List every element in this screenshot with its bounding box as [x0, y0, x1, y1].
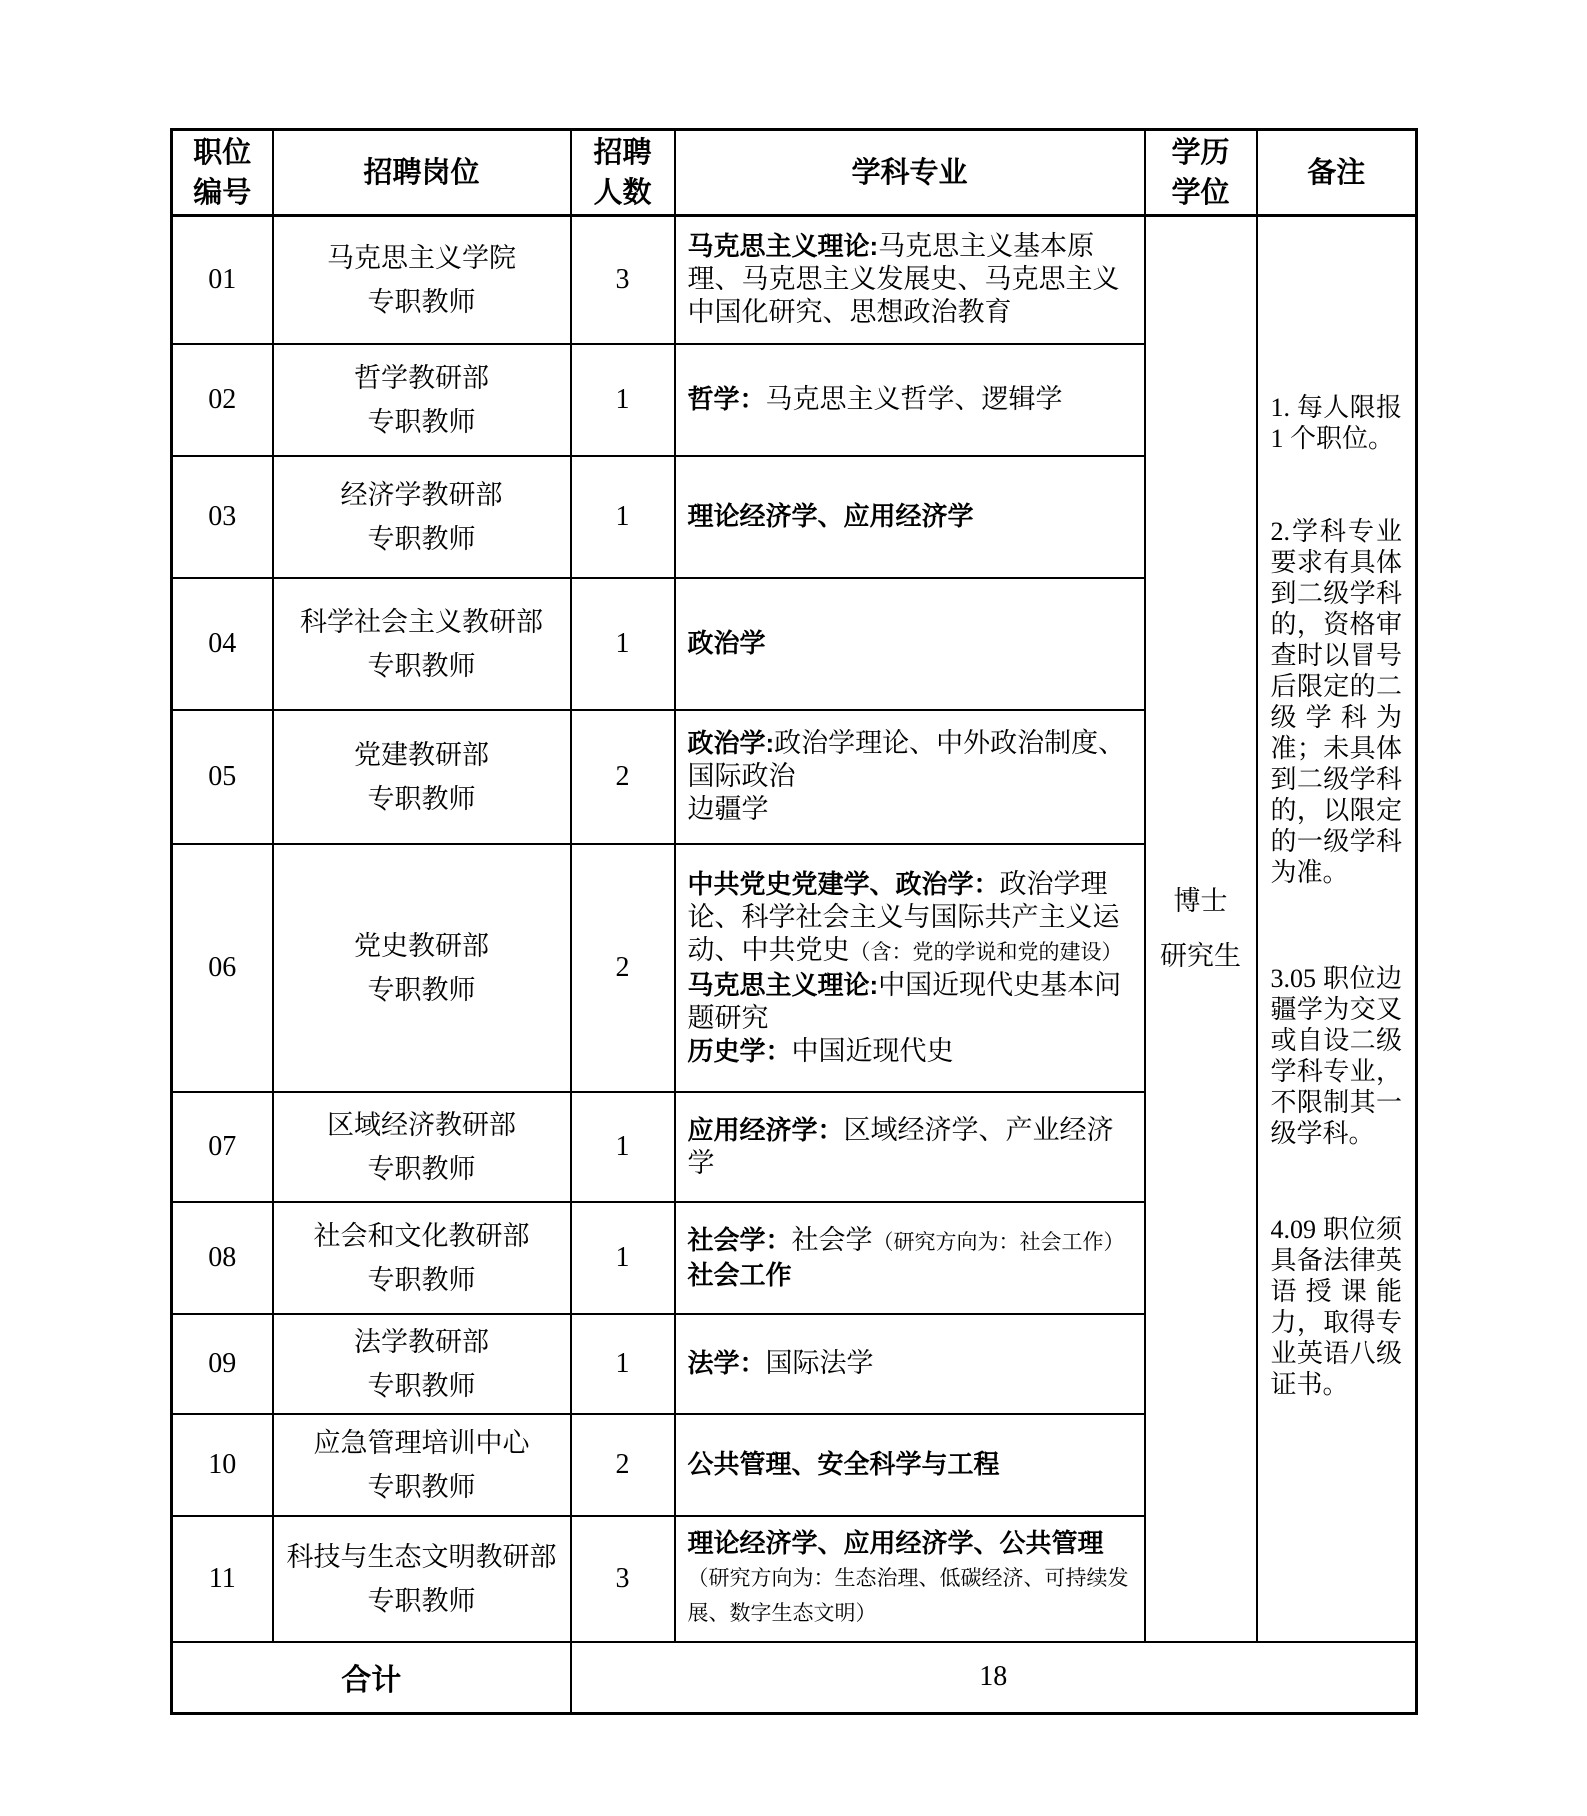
remarks-cell — [1257, 216, 1417, 1642]
subject-segment: 公共管理、安全科学与工程 — [687, 1449, 1000, 1479]
subject-cell — [675, 1516, 1145, 1642]
subject-segment: 中国近现代史基本问题研究 — [687, 969, 1122, 1033]
table-body — [172, 216, 1417, 1642]
subject-cell — [675, 844, 1145, 1092]
recruit-count: 2 — [571, 1414, 675, 1516]
subject-segment: 国际法学 — [765, 1348, 874, 1378]
recruit-count: 2 — [571, 710, 675, 844]
subject-segment: 边疆学 — [687, 794, 769, 824]
total-row — [172, 1642, 1417, 1714]
recruit-count: 1 — [571, 1314, 675, 1414]
col-header-subjects: 学科专业 — [675, 130, 1145, 216]
col-header-remarks: 备注 — [1257, 130, 1417, 216]
subject-cell — [675, 1314, 1145, 1414]
dept-line: 专职教师 — [367, 650, 476, 681]
position-title — [273, 1414, 571, 1516]
recruit-count: 2 — [571, 844, 675, 1092]
dept-line: 区域经济教研部 — [327, 1109, 516, 1140]
subject-cell — [675, 344, 1145, 456]
position-code: 05 — [172, 710, 273, 844]
remark-item: 1. 每人限报 1 个职位。 — [1270, 393, 1402, 453]
dept-line: 党建教研部 — [354, 739, 489, 770]
col-header-position-title: 招聘岗位 — [273, 130, 571, 216]
header-row — [172, 130, 1417, 216]
recruit-count: 1 — [571, 456, 675, 578]
col-header-position-code: 职位编号 — [172, 130, 273, 216]
recruitment-table — [170, 128, 1418, 1715]
dept-line: 专职教师 — [367, 1264, 476, 1295]
position-title — [273, 216, 571, 344]
subject-segment: 中国近现代史 — [791, 1035, 954, 1066]
position-code: 02 — [172, 344, 273, 456]
dept-line: 专职教师 — [367, 1370, 476, 1401]
degree-line: 研究生 — [1160, 940, 1241, 971]
table-row — [172, 216, 1417, 344]
dept-line: 专职教师 — [367, 783, 476, 814]
position-code: 09 — [172, 1314, 273, 1414]
dept-line: 科学社会主义教研部 — [300, 606, 543, 637]
position-title — [273, 456, 571, 578]
subject-cell — [675, 710, 1145, 844]
recruit-count: 1 — [571, 344, 675, 456]
subject-segment: 社会学： — [687, 1224, 792, 1255]
table-totals — [172, 1642, 1417, 1714]
dept-line: 专职教师 — [367, 1471, 476, 1502]
dept-line: 经济学教研部 — [340, 479, 503, 510]
subject-segment: 社会学 — [791, 1224, 873, 1255]
position-code: 01 — [172, 216, 273, 344]
document-page — [170, 128, 1418, 1715]
dept-line: 应急管理培训中心 — [313, 1427, 530, 1458]
subject-segment: 区域经济学、产业经济学 — [687, 1114, 1114, 1178]
subject-segment: 法学： — [687, 1348, 766, 1378]
subject-segment: （含：党的学说和党的建设） — [849, 939, 1123, 964]
position-title — [273, 344, 571, 456]
subject-segment: 应用经济学： — [687, 1114, 844, 1145]
subject-segment: 历史学： — [687, 1035, 792, 1066]
subject-segment: 理论经济学、应用经济学、公共管理 — [687, 1528, 1104, 1558]
subject-segment: （研究方向为：社会工作） — [872, 1229, 1125, 1254]
dept-line: 专职教师 — [367, 1585, 476, 1616]
col-header-degree: 学历学位 — [1145, 130, 1257, 216]
position-code: 08 — [172, 1202, 273, 1314]
recruit-count: 3 — [571, 1516, 675, 1642]
subject-cell — [675, 216, 1145, 344]
position-title — [273, 578, 571, 710]
total-label-cell: 合计 — [172, 1642, 571, 1714]
recruit-count: 1 — [571, 1092, 675, 1202]
dept-line: 法学教研部 — [354, 1326, 489, 1357]
position-code: 11 — [172, 1516, 273, 1642]
subject-cell — [675, 1092, 1145, 1202]
dept-line: 党史教研部 — [354, 930, 489, 961]
degree-cell — [1145, 216, 1257, 1642]
degree-line: 博士 — [1173, 885, 1228, 916]
dept-line: 社会和文化教研部 — [313, 1220, 530, 1251]
dept-line: 哲学教研部 — [354, 362, 489, 393]
dept-line: 科技与生态文明教研部 — [286, 1541, 557, 1572]
subject-segment: 马克思主义理论: — [687, 969, 879, 1000]
recruit-count: 3 — [571, 216, 675, 344]
dept-line: 专职教师 — [367, 974, 476, 1005]
position-code: 03 — [172, 456, 273, 578]
subject-cell — [675, 456, 1145, 578]
position-title — [273, 844, 571, 1092]
subject-segment: 政治学理论、科学社会主义与国际共产主义运动、中共党史 — [687, 868, 1120, 965]
dept-line: 专职教师 — [367, 1153, 476, 1184]
remark-item: 2.学科专业要求有具体到二级学科的，资格审查时以冒号后限定的二级学科为准；未具体到二级学科的，以限定的一级学科为准。 — [1270, 517, 1402, 887]
subject-cell — [675, 1202, 1145, 1314]
remark-item: 3.05 职位边疆学为交叉或自设二级学科专业，不限制其一级学科。 — [1270, 964, 1402, 1148]
subject-segment: 政治学理论、中外政治制度、国际政治 — [687, 728, 1126, 791]
total-value-cell: 18 — [571, 1642, 1417, 1714]
position-code: 04 — [172, 578, 273, 710]
subject-segment: 政治学 — [687, 628, 766, 658]
subject-segment: 理论经济学、应用经济学 — [687, 501, 974, 531]
position-title — [273, 1314, 571, 1414]
table-header — [172, 130, 1417, 216]
dept-line: 专职教师 — [367, 286, 476, 317]
dept-line: 马克思主义学院 — [327, 242, 516, 273]
subject-cell — [675, 578, 1145, 710]
position-title — [273, 710, 571, 844]
remark-item: 4.09 职位须具备法律英语授课能力，取得专业英语八级证书。 — [1270, 1215, 1402, 1399]
position-code: 06 — [172, 844, 273, 1092]
col-header-recruit-count: 招聘人数 — [571, 130, 675, 216]
subject-segment: 政治学: — [687, 728, 775, 758]
subject-cell — [675, 1414, 1145, 1516]
subject-segment: 马克思主义基本原理、马克思主义发展史、马克思主义中国化研究、思想政治教育 — [687, 231, 1120, 328]
subject-segment: 哲学： — [687, 384, 766, 414]
dept-line: 专职教师 — [367, 523, 476, 554]
position-code: 10 — [172, 1414, 273, 1516]
position-title — [273, 1516, 571, 1642]
position-title — [273, 1092, 571, 1202]
subject-segment: （研究方向为：生态治理、低碳经济、可持续发展、数字生态文明） — [687, 1566, 1129, 1625]
subject-segment: 马克思主义理论: — [687, 231, 879, 262]
position-title — [273, 1202, 571, 1314]
recruit-count: 1 — [571, 1202, 675, 1314]
recruit-count: 1 — [571, 578, 675, 710]
position-code: 07 — [172, 1092, 273, 1202]
dept-line: 专职教师 — [367, 406, 476, 437]
subject-segment: 中共党史党建学、政治学： — [687, 868, 1000, 899]
subject-segment: 马克思主义哲学、逻辑学 — [765, 384, 1063, 414]
subject-segment: 社会工作 — [687, 1259, 792, 1290]
